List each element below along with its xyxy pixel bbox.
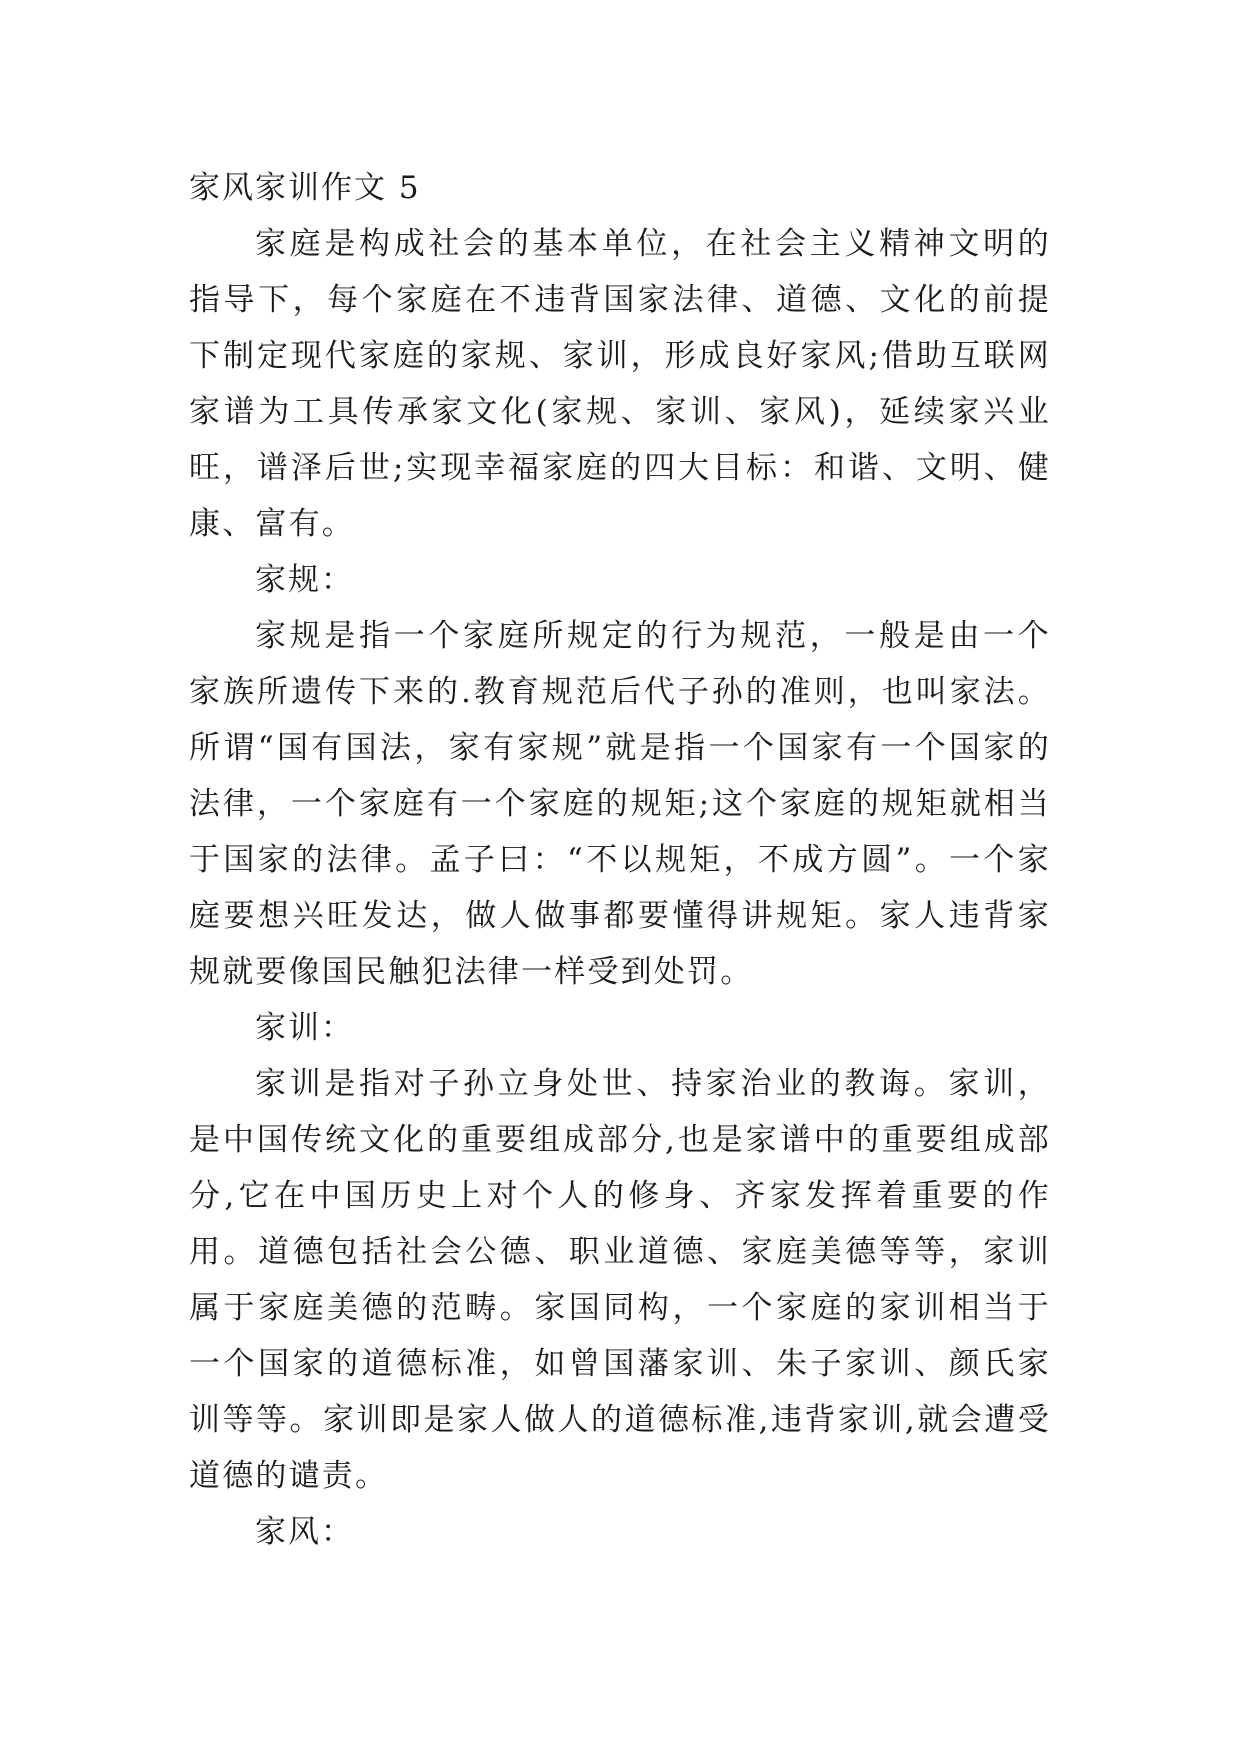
section-body-jiagui: 家规是指一个家庭所规定的行为规范，一般是由一个家族所遗传下来的.教育规范后代子孙的准则，也叫家法。所谓“国有国法，家有家规”就是指一个国家有一个国家的法律，一个家庭有一个家庭的规矩;这个家庭的规矩就相当于国家的法律。孟子曰：“不以规矩，不成方圆”。一个家庭要想兴旺发达，做人做事都要懂得讲规矩。家人违背家规就要像国民触犯法律一样受到处罚。 — [189, 618, 1051, 990]
section-body-jiaxun: 家训是指对子孙立身处世、持家治业的教诲。家训，是中国传统文化的重要组成部分,也是家谱中的重要组成部分,它在中国历史上对个人的修身、齐家发挥着重要的作用。道德包括社会公德、职业道德、家庭美德等等，家训属于家庭美德的范畴。家国同构，一个家庭的家训相当于一个国家的道德标准，如曾国藩家训、朱子家训、颜氏家训等等。家训即是家人做人的道德标准,违背家训,就会遭受道德的谴责。 — [189, 1066, 1051, 1494]
document-title: 家风家训作文 5 — [189, 170, 421, 206]
document-content — [189, 160, 1051, 1560]
intro-paragraph: 家庭是构成社会的基本单位，在社会主义精神文明的指导下，每个家庭在不违背国家法律、道德、文化的前提下制定现代家庭的家规、家训，形成良好家风;借助互联网家谱为工具传承家文化(家规、家训、家风)，延续家兴业旺，谱泽后世;实现幸福家庭的四大目标：和谐、文明、健康、富有。 — [189, 226, 1051, 542]
section-heading-jiaxun: 家训： — [255, 1010, 354, 1046]
section-heading-jiagui: 家规： — [255, 562, 354, 598]
section-heading-jiafeng: 家风： — [255, 1514, 354, 1550]
